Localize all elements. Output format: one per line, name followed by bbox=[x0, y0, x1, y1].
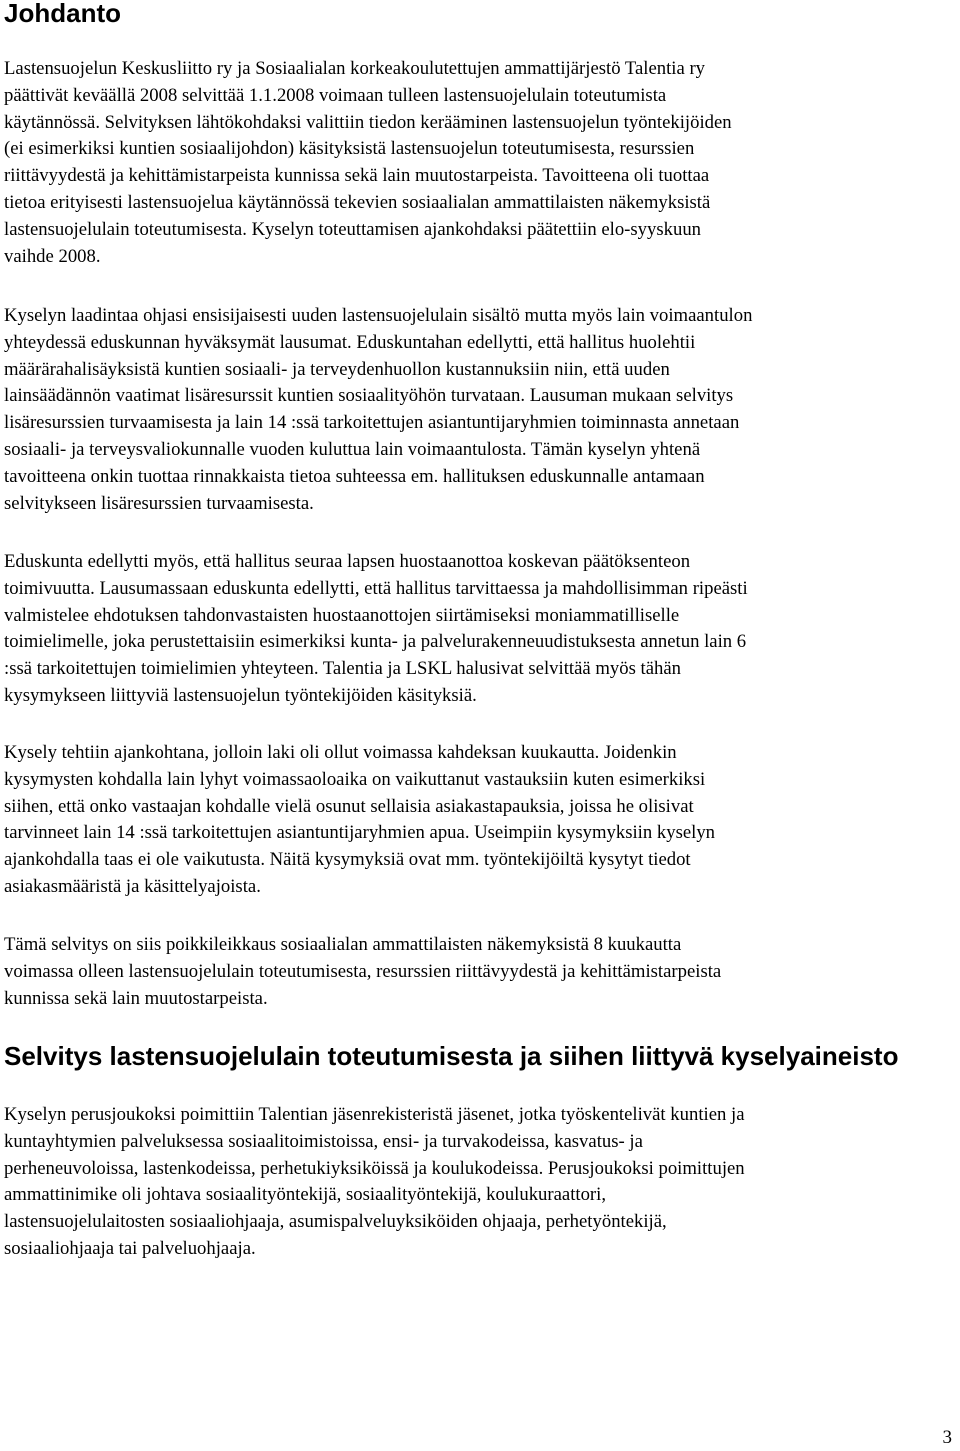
text-line: käytännössä. Selvityksen lähtökohdaksi valittiin tiedon kerääminen lastensuojelun työntekijöiden bbox=[4, 111, 732, 133]
text-line: :ssä tarkoitettujen toimielimien yhteyteen. Talentia ja LSKL halusivat selvittää myös tähän bbox=[4, 658, 681, 680]
text-line: kysymysten kohdalla lain lyhyt voimassaoloaika on vaikuttanut vastauksiin kuten esimerkiksi bbox=[4, 768, 706, 790]
text-line: (ei esimerkiksi kuntien sosiaalijohdon) käsityksistä lastensuojelun toteutumisesta, resurssien bbox=[4, 138, 695, 160]
text-line: Kysely tehtiin ajankohtana, jolloin laki oli ollut voimassa kahdeksan kuukautta. Joidenkin bbox=[4, 742, 677, 763]
text-line: asiakasmääristä ja käsittelyajoista. bbox=[4, 875, 261, 897]
paragraph-population bbox=[4, 1102, 959, 1263]
text-line: voimassa olleen lastensuojelulain toteutumisesta, resurssien riittävyydestä ja kehittämistarpeista bbox=[4, 960, 722, 982]
text-line: lainsäädännön vaatimat lisäresurssit kuntien sosiaalityöhön turvataan. Lausuman mukaan selvitys bbox=[4, 385, 734, 407]
text-line: Lastensuojelun Keskusliitto ry ja Sosiaalialan korkeakoulutettujen ammattijärjestö Talentia ry bbox=[4, 58, 706, 79]
text-line: kuntayhtymien palveluksessa sosiaalitoimistoissa, ensi- ja turvakodeissa, kasvatus- ja bbox=[4, 1130, 643, 1152]
text-line: siihen, että onko vastaajan kohdalle vielä osunut sellaisia asiakastapauksia, joissa he olisivat bbox=[4, 795, 694, 817]
paragraph-survey-timing bbox=[4, 740, 959, 901]
text-line: valmistelee ehdotuksen tahdonvastaisten huostaanottojen siirtämiseksi moniammatilliselle bbox=[4, 604, 680, 626]
text-line: toimivuutta. Lausumassaan eduskunta edellytti, että hallitus tarvittaessa ja mahdollisimman ripeästi bbox=[4, 577, 748, 599]
heading-johdanto: Johdanto bbox=[4, 0, 121, 28]
text-line: sosiaali- ja terveysvaliokunnalle vuoden kuluttua lain voimaantulosta. Tämän kyselyn yhtenä bbox=[4, 438, 701, 460]
text-line: ammattinimike oli johtava sosiaalityöntekijä, sosiaalityöntekijä, koulukuraattori, bbox=[4, 1184, 607, 1206]
text-line: Kyselyn laadintaa ohjasi ensisijaisesti uuden lastensuojelulain sisältö mutta myös lain voimaantulon bbox=[4, 305, 753, 326]
text-line: tavoitteena onkin tuottaa rinnakkaista tietoa suhteessa em. hallituksen eduskunnalle antamaan bbox=[4, 465, 705, 487]
text-line: riittävyydestä ja kehittämistarpeista kunnissa sekä lain muutostarpeista. Tavoitteena oli tuottaa bbox=[4, 165, 710, 187]
text-line: kysymykseen liittyviä lastensuojelun työntekijöiden käsityksiä. bbox=[4, 684, 477, 706]
text-line: vaihde 2008. bbox=[4, 245, 101, 267]
paragraph-parliament-requirements bbox=[4, 549, 959, 710]
paragraph-survey-design bbox=[4, 303, 959, 517]
text-line: lisäresurssien turvaamisesta ja lain 14 :ssä tarkoitettujen asiantuntijaryhmien toiminnasta annetaan bbox=[4, 412, 740, 434]
text-line: yhteydessä eduskunnan hyväksymät lausumat. Eduskuntahan edellytti, että hallitus huolehtii bbox=[4, 331, 696, 353]
page-number: 3 bbox=[942, 1427, 952, 1448]
text-line: perheneuvoloissa, lastenkodeissa, perhetukiyksiköissä ja koulukodeissa. Perusjoukoksi poimittujen bbox=[4, 1157, 745, 1179]
text-line: Eduskunta edellytti myös, että hallitus seuraa lapsen huostaanottoa koskevan päätöksenteon bbox=[4, 551, 691, 572]
text-line: määrärahalisäyksistä kuntien sosiaali- ja terveydenhuollon kustannuksiin niin, että uuden bbox=[4, 358, 670, 380]
text-line: lastensuojelulain toteutumisesta. Kyselyn toteuttamisen ajankohdaksi päätettiin elo-syyskuun bbox=[4, 218, 702, 240]
text-line: Tämä selvitys on siis poikkileikkaus sosiaalialan ammattilaisten näkemyksistä 8 kuukautta bbox=[4, 934, 682, 955]
paragraph-cross-section bbox=[4, 932, 959, 1012]
text-line: tarvinneet lain 14 :ssä tarkoitettujen asiantuntijaryhmien apua. Useimpiin kysymyksiin kyselyn bbox=[4, 822, 716, 844]
paragraph-intro bbox=[4, 56, 959, 270]
text-line: tietoa erityisesti lastensuojelua käytännössä tekevien sosiaalialan ammattilaisten näkemyksistä bbox=[4, 191, 711, 213]
text-line: sosiaaliohjaaja tai palveluohjaaja. bbox=[4, 1237, 256, 1259]
text-line: päättivät keväällä 2008 selvittää 1.1.2008 voimaan tulleen lastensuojelulain toteutumista bbox=[4, 84, 667, 106]
text-line: lastensuojelulaitosten sosiaaliohjaaja, asumispalveluyksiköiden ohjaaja, perhetyöntekijä, bbox=[4, 1211, 667, 1233]
text-line: kunnissa sekä lain muutostarpeista. bbox=[4, 987, 268, 1009]
text-line: ajankohdalla taas ei ole vaikutusta. Näitä kysymyksiä ovat mm. työntekijöiltä kysytyt tiedot bbox=[4, 849, 691, 871]
heading-selvitys: Selvitys lastensuojelulain toteutumisesta ja siihen liittyvä kyselyaineisto bbox=[4, 1041, 899, 1071]
text-line: selvitykseen lisäresurssien turvaamisesta. bbox=[4, 492, 314, 514]
text-line: toimielimelle, joka perustettaisiin esimerkiksi kunta- ja palvelurakenneuudistuksesta annetun lain 6 bbox=[4, 631, 747, 653]
text-line: Kyselyn perusjoukoksi poimittiin Talentian jäsenrekisteristä jäsenet, jotka työskentelivät kuntien ja bbox=[4, 1104, 745, 1125]
